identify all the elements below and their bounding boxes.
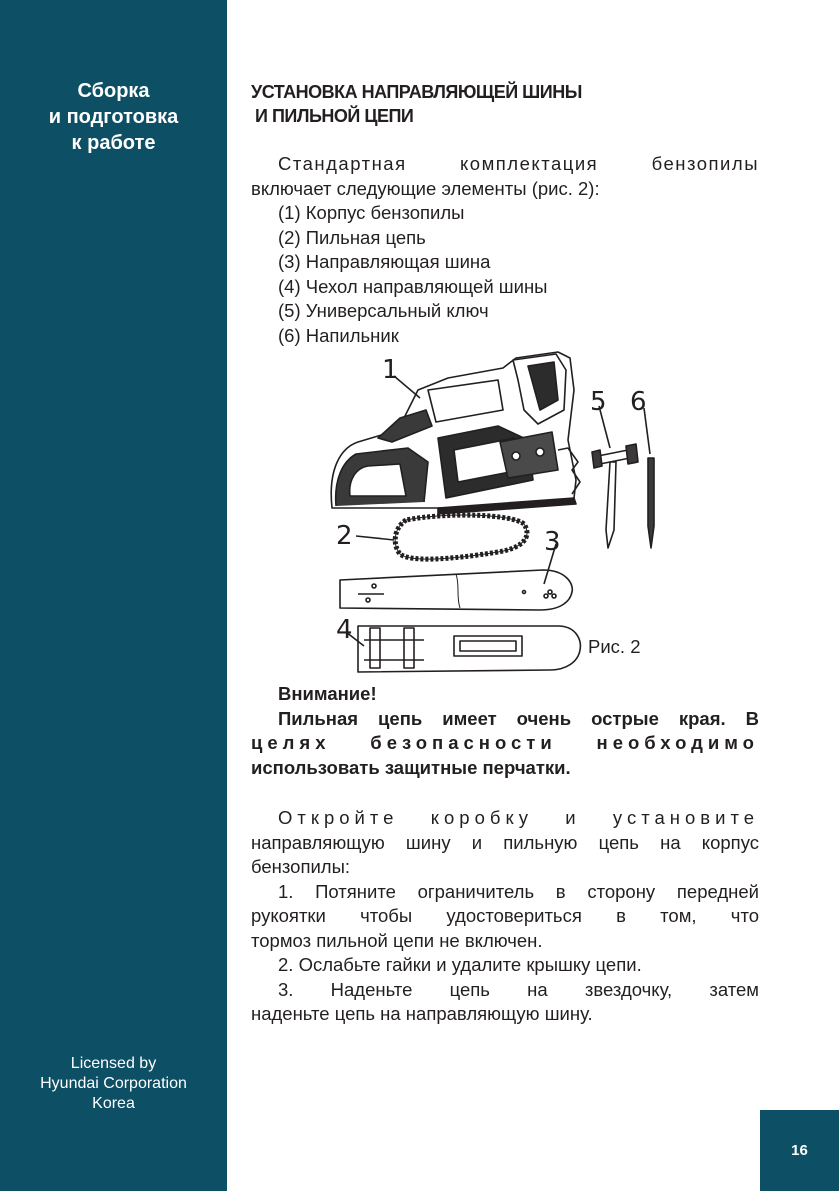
instruction-line: Откройте коробку и установите <box>278 807 759 828</box>
step-1-line: 1. Потяните ограничитель в сторону передней <box>278 880 759 902</box>
callout-label-6: 6 <box>630 387 647 417</box>
heading-line: И ПИЛЬНОЙ ЦЕПИ <box>255 106 414 126</box>
instruction-line: бензопилы: <box>251 856 351 877</box>
license-line: Hyundai Corporation <box>40 1075 187 1092</box>
step-3-line: 3. Наденьте цепь на звездочку, затем <box>278 978 759 1000</box>
callout-label-4: 4 <box>336 615 353 645</box>
section-title-line: к работе <box>71 132 156 154</box>
callout-label-3: 3 <box>544 527 561 557</box>
component-item: (4) Чехол направляющей шины <box>278 275 548 297</box>
license-note <box>0 1054 227 1114</box>
sidebar <box>0 0 227 1191</box>
saw-chain-drawing <box>395 515 527 559</box>
section-title-line: и подготовка <box>48 106 179 128</box>
callout-label-2: 2 <box>336 521 353 551</box>
warning-line: целях безопасности необходимо <box>251 732 759 753</box>
intro-paragraph <box>251 152 759 348</box>
warning-line: использовать защитные перчатки. <box>251 756 571 778</box>
page-heading <box>251 80 582 128</box>
callout-label-5: 5 <box>590 387 607 417</box>
step-1-line: тормоз пильной цепи не включен. <box>251 929 543 951</box>
chainsaw-components-figure <box>328 330 658 678</box>
page-number-box <box>760 1110 839 1191</box>
intro-line: включает следующие элементы (рис. 2): <box>251 177 600 199</box>
component-item: (2) Пильная цепь <box>278 226 426 248</box>
guide-bar-drawing <box>340 570 572 610</box>
warning-block <box>251 682 759 780</box>
warning-title: Внимание! <box>278 683 377 704</box>
heading-line: УСТАНОВКА НАПРАВЛЯЮЩЕЙ ШИНЫ <box>251 82 582 102</box>
step-1-line: рукоятки чтобы удостовериться в том, что <box>251 905 759 926</box>
figure-caption: Рис. 2 <box>588 636 641 657</box>
component-item: (1) Корпус бензопилы <box>278 202 465 223</box>
chainsaw-body-drawing <box>331 352 580 514</box>
callout-line-2 <box>356 536 394 540</box>
page-number: 16 <box>791 1142 808 1159</box>
intro-line: Стандартная комплектация бензопилы <box>278 153 759 174</box>
file-drawing <box>648 458 654 548</box>
component-item: (6) Напильник <box>278 324 399 346</box>
warning-line: Пильная цепь имеет очень острые края. В <box>278 707 759 729</box>
instructions-block <box>251 806 759 1027</box>
section-title-line: Сборка <box>77 80 150 102</box>
component-item: (3) Направляющая шина <box>278 251 491 272</box>
step-3-line: наденьте цепь на направляющую шину. <box>251 1003 593 1024</box>
license-line: Licensed by <box>70 1055 157 1072</box>
universal-key-drawing <box>592 444 638 548</box>
step-2-line: 2. Ослабьте гайки и удалите крышку цепи. <box>278 954 642 975</box>
instruction-line: направляющую шину и пильную цепь на корпус <box>251 831 759 853</box>
component-item: (5) Универсальный ключ <box>278 300 489 321</box>
license-line: Korea <box>92 1095 135 1112</box>
callout-label-1: 1 <box>382 355 399 385</box>
guide-bar-cover-drawing <box>358 626 580 672</box>
section-title <box>0 78 227 156</box>
